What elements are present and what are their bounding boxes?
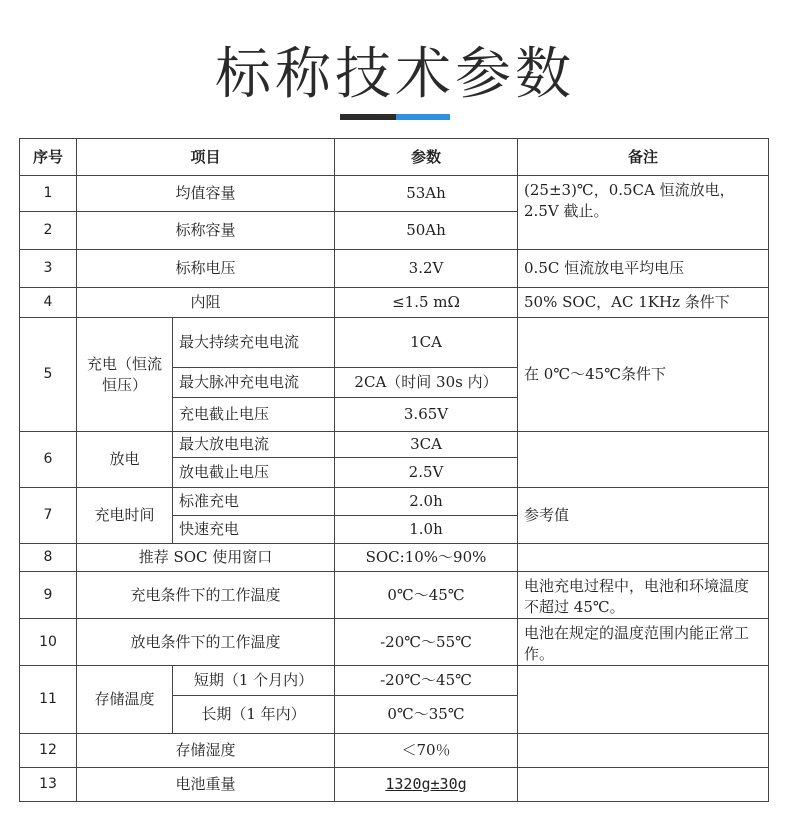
row-remark: 50% SOC，AC 1KHz 条件下 xyxy=(518,288,769,318)
table-row xyxy=(20,768,769,802)
row-remark: 电池充电过程中，电池和环境温度不超过 45℃。 xyxy=(518,572,769,619)
row-subitem: 最大持续充电电流 xyxy=(173,318,335,368)
row-subitem: 最大放电电流 xyxy=(173,432,335,458)
table-row xyxy=(20,176,769,212)
row-number: 4 xyxy=(20,288,77,318)
row-param: 0℃～35℃ xyxy=(335,696,518,734)
row-remark: 0.5C 恒流放电平均电压 xyxy=(518,250,769,288)
row-param: SOC:10%～90% xyxy=(335,544,518,572)
table-row xyxy=(20,250,769,288)
header-remark: 备注 xyxy=(518,139,769,176)
row-param: 3CA xyxy=(335,432,518,458)
row-number: 3 xyxy=(20,250,77,288)
row-remark: 电池在规定的温度范围内能正常工作。 xyxy=(518,619,769,666)
row-item: 推荐 SOC 使用窗口 xyxy=(77,544,335,572)
row-subitem: 放电截止电压 xyxy=(173,458,335,488)
row-number: 5 xyxy=(20,318,77,432)
row-number: 11 xyxy=(20,666,77,734)
row-param: 3.65V xyxy=(335,398,518,432)
table-row xyxy=(20,288,769,318)
row-param: -20℃～55℃ xyxy=(335,619,518,666)
row-subitem: 短期（1 个月内） xyxy=(173,666,335,696)
row-group: 存储温度 xyxy=(77,666,173,734)
page-title: 标称技术参数 xyxy=(215,42,575,107)
header-no: 序号 xyxy=(20,139,77,176)
row-remark: (25±3)℃，0.5CA 恒流放电，2.5V 截止。 xyxy=(518,176,769,250)
row-remark-empty xyxy=(518,544,769,572)
row-item: 充电条件下的工作温度 xyxy=(77,572,335,619)
row-subitem: 最大脉冲充电电流 xyxy=(173,368,335,398)
row-remark-empty xyxy=(518,734,769,768)
table-row xyxy=(20,619,769,666)
row-subitem: 快速充电 xyxy=(173,516,335,544)
row-param: 53Ah xyxy=(335,176,518,212)
weight-value: 1320g±30g xyxy=(385,775,467,793)
row-param xyxy=(335,768,518,802)
table-row xyxy=(20,318,769,368)
row-param: 2.0h xyxy=(335,488,518,516)
header-item: 项目 xyxy=(77,139,335,176)
accent-dark-segment xyxy=(340,114,396,120)
row-remark-empty xyxy=(518,432,769,488)
table-row xyxy=(20,432,769,458)
row-param: 2CA（时间 30s 内） xyxy=(335,368,518,398)
row-number: 7 xyxy=(20,488,77,544)
row-item: 均值容量 xyxy=(77,176,335,212)
row-number: 1 xyxy=(20,176,77,212)
row-param: 1CA xyxy=(335,318,518,368)
table-header-row xyxy=(20,139,769,176)
row-subitem: 充电截止电压 xyxy=(173,398,335,432)
row-param: -20℃～45℃ xyxy=(335,666,518,696)
row-number: 9 xyxy=(20,572,77,619)
row-item: 存储湿度 xyxy=(77,734,335,768)
row-param: 50Ah xyxy=(335,212,518,250)
row-item: 标称电压 xyxy=(77,250,335,288)
title-accent-bar xyxy=(340,114,450,120)
table-row xyxy=(20,734,769,768)
table-row xyxy=(20,488,769,516)
accent-blue-segment xyxy=(396,114,450,120)
table-row xyxy=(20,666,769,696)
spec-table xyxy=(19,138,769,802)
row-param: 3.2V xyxy=(335,250,518,288)
row-param: 2.5V xyxy=(335,458,518,488)
row-group: 充电（恒流恒压） xyxy=(77,318,173,432)
row-number: 10 xyxy=(20,619,77,666)
header-param: 参数 xyxy=(335,139,518,176)
row-param: 1.0h xyxy=(335,516,518,544)
row-number: 13 xyxy=(20,768,77,802)
row-item: 放电条件下的工作温度 xyxy=(77,619,335,666)
row-subitem: 长期（1 年内） xyxy=(173,696,335,734)
row-param: 0℃～45℃ xyxy=(335,572,518,619)
row-group: 充电时间 xyxy=(77,488,173,544)
table-row xyxy=(20,572,769,619)
row-item: 电池重量 xyxy=(77,768,335,802)
row-item: 内阻 xyxy=(77,288,335,318)
row-group: 放电 xyxy=(77,432,173,488)
row-number: 6 xyxy=(20,432,77,488)
row-subitem: 标准充电 xyxy=(173,488,335,516)
row-remark-empty xyxy=(518,768,769,802)
row-remark-empty xyxy=(518,666,769,734)
row-number: 2 xyxy=(20,212,77,250)
row-number: 12 xyxy=(20,734,77,768)
table-row xyxy=(20,544,769,572)
row-remark: 在 0℃～45℃条件下 xyxy=(518,318,769,432)
row-param: ≤1.5 mΩ xyxy=(335,288,518,318)
row-item: 标称容量 xyxy=(77,212,335,250)
row-number: 8 xyxy=(20,544,77,572)
row-param: ＜70％ xyxy=(335,734,518,768)
row-remark: 参考值 xyxy=(518,488,769,544)
